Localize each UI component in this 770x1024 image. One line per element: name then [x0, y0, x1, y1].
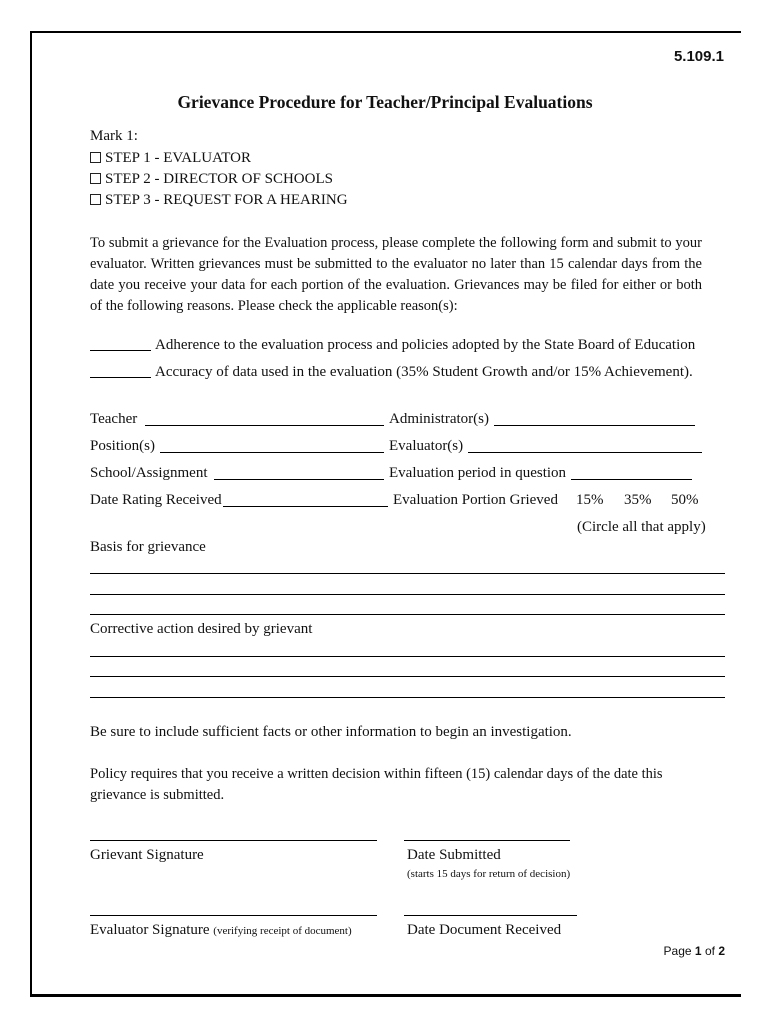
date-received-label: Date Document Received — [407, 922, 562, 938]
corrective-label: Corrective action desired by grievant — [90, 621, 313, 637]
grievant-signature-label: Grievant Signature — [90, 847, 204, 863]
period-label: Evaluation period in question — [389, 465, 567, 481]
intro-paragraph: To submit a grievance for the Evaluation process, please complete the following form and submit to your evaluator. Written grievances must be submitted to the evaluator no later than 15 calendar days from the date you receive your data for each portion of the evaluation. Grievances may be filed for either or both of the following reasons. Please check the applicable reason(s): — [90, 235, 702, 314]
date-rating-label: Date Rating Received — [90, 492, 222, 508]
portion-50[interactable]: 50% — [671, 492, 699, 508]
corrective-line[interactable] — [90, 656, 725, 657]
teacher-label: Teacher — [90, 411, 138, 427]
basis-line[interactable] — [90, 573, 725, 574]
page-title: Grievance Procedure for Teacher/Principal Evaluations — [177, 92, 593, 112]
date-submitted-line[interactable] — [404, 840, 570, 841]
step-1-label: STEP 1 - EVALUATOR — [105, 150, 251, 166]
evaluator-signature-line[interactable] — [90, 915, 377, 916]
school-line[interactable] — [214, 479, 384, 480]
date-received-line[interactable] — [404, 915, 577, 916]
facts-note: Be sure to include sufficient facts or other information to begin an investigation. — [90, 724, 572, 740]
page-of: of — [704, 944, 715, 958]
date-submitted-label: Date Submitted — [407, 847, 501, 863]
reason-2-blank[interactable] — [90, 377, 151, 378]
school-label: School/Assignment — [90, 465, 208, 481]
step-2-label: STEP 2 - DIRECTOR OF SCHOOLS — [105, 171, 333, 187]
portion-15[interactable]: 15% — [576, 492, 604, 508]
policy-note: Policy requires that you receive a written decision within fifteen (15) calendar days of the date this grievance is submitted. — [90, 766, 663, 803]
portion-label: Evaluation Portion Grieved — [393, 492, 558, 508]
positions-label: Position(s) — [90, 438, 156, 454]
mark-label: Mark 1: — [90, 128, 138, 144]
checkbox-icon[interactable] — [90, 194, 101, 205]
positions-line[interactable] — [160, 452, 384, 453]
evaluators-line[interactable] — [468, 452, 702, 453]
step-3-option[interactable] — [90, 192, 348, 209]
step-2-option[interactable] — [90, 171, 333, 188]
reason-1-blank[interactable] — [90, 350, 151, 351]
circle-note: (Circle all that apply) — [577, 519, 706, 535]
corrective-line[interactable] — [90, 697, 725, 698]
checkbox-icon[interactable] — [90, 152, 101, 163]
evaluators-label: Evaluator(s) — [389, 438, 464, 454]
page-total: 2 — [718, 944, 725, 958]
corrective-line[interactable] — [90, 676, 725, 677]
checkbox-icon[interactable] — [90, 173, 101, 184]
step-3-label: STEP 3 - REQUEST FOR A HEARING — [105, 192, 348, 208]
date-rating-line[interactable] — [223, 506, 388, 507]
date-submitted-note: (starts 15 days for return of decision) — [407, 868, 571, 880]
reason-1-label: Adherence to the evaluation process and policies adopted by the State Board of Education — [155, 337, 696, 353]
basis-line[interactable] — [90, 594, 725, 595]
portion-35[interactable]: 35% — [624, 492, 652, 508]
page-current: 1 — [694, 944, 702, 958]
doc-number: 5.109.1 — [673, 48, 724, 65]
page-number — [664, 944, 725, 958]
period-line[interactable] — [571, 479, 692, 480]
administrators-line[interactable] — [494, 425, 695, 426]
administrators-label: Administrator(s) — [389, 411, 489, 427]
page-prefix: Page — [663, 944, 692, 958]
teacher-line[interactable] — [145, 425, 384, 426]
basis-line[interactable] — [90, 614, 725, 615]
reason-2-label: Accuracy of data used in the evaluation (35% Student Growth and/or 15% Achievement). — [155, 364, 693, 380]
evaluator-signature-label — [90, 922, 352, 939]
basis-label: Basis for grievance — [90, 539, 206, 555]
evaluator-signature-text: Evaluator Signature — [90, 922, 210, 938]
step-1-option[interactable] — [90, 150, 251, 167]
grievant-signature-line[interactable] — [90, 840, 377, 841]
evaluator-signature-note: (verifying receipt of document) — [213, 925, 352, 937]
